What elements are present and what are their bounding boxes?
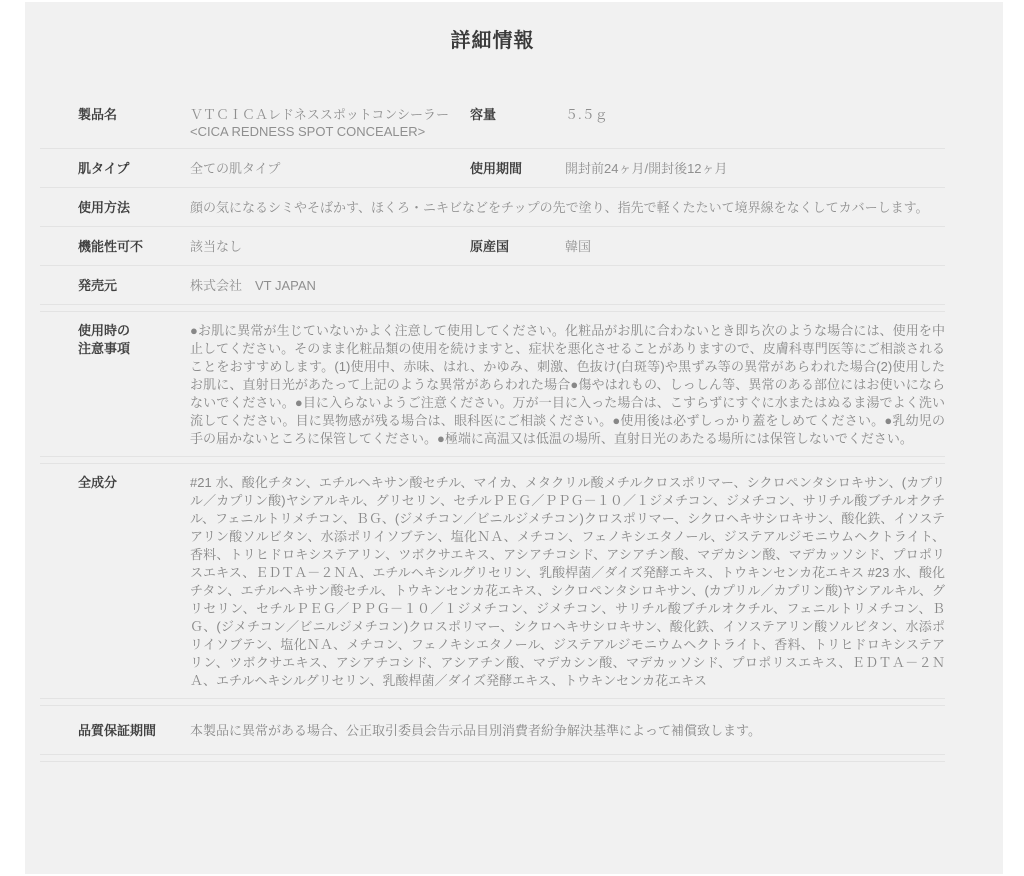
row-how-to-use	[40, 188, 945, 227]
how-to-use-value: 顔の気になるシミやそばかす、ほくろ・ニキビなどをチップの先で塗り、指先で軽くたたいて境界線をなくしてカバーします。	[190, 200, 929, 215]
warranty-text: 本製品に異常がある場合、公正取引委員会告示品目別消費者紛争解決基準によって補償致します。	[190, 723, 761, 738]
product-name-english: <CICA REDNESS SPOT CONCEALER>	[190, 124, 426, 139]
precautions-label-line1: 使用時の	[78, 323, 131, 338]
ingredients-label: 全成分	[78, 475, 118, 490]
seller-label: 発売元	[78, 278, 118, 293]
row-product-name	[40, 94, 945, 149]
section-divider	[40, 305, 945, 312]
row-skin-type	[40, 149, 945, 188]
section-ingredients	[40, 464, 945, 699]
functionality-label: 機能性可不	[78, 239, 144, 254]
page-title: 詳細情報	[450, 30, 535, 52]
seller-value: 株式会社 VT JAPAN	[190, 278, 316, 293]
capacity-value: ５.５ｇ	[565, 107, 608, 122]
warranty-label: 品質保証期間	[78, 723, 157, 738]
row-functionality	[40, 227, 945, 266]
section-divider	[40, 699, 945, 706]
skin-type-label: 肌タイプ	[78, 161, 130, 176]
usage-period-label: 使用期間	[470, 161, 523, 176]
ingredients-text: #21 水、酸化チタン、エチルヘキサン酸セチル、マイカ、メタクリル酸メチルクロスポリマー、シクロペンタシロキサン、(カプリル／カプリン酸)ヤシアルキル、グリセリン、セチルＰＥＧ／ＰＰＧ－１０／１ジメチコン、ジメチコン、サリチル酸ブチルオクチル、フェニルトリメチコン、ＢＧ、(ジメチコン／ビニルジメチコン)クロスポリマー、シクロヘキサシロキサン、酸化鉄、イソステアリン酸ソルビタン、水添ポリイソブテン、塩化ＮＡ、メチコン、フェノキシエタノール、ジステアルジモニウムヘクトライト、香料、トリヒドロキシステアリン、ツボクサエキス、アシアチコシド、アシアチン酸、マデカシン酸、マデカッソシド、プロポリスエキス、ＥＤＴＡ－２ＮＡ、エチルヘキシルグリセリン、乳酸桿菌／ダイズ発酵エキス、トウキンセンカ花エキス #23 水、酸化チタン、エチルヘキサン酸セチル、トウキンセンカ花エキス、シクロペンタシロキサン、(カプリル／カプリン酸)ヤシアルキル、グリセリン、セチルＰＥＧ／ＰＰＧ－１０／１ジメチコン、ジメチコン、サリチル酸ブチルオクチル、フェニルトリメチコン、ＢＧ、(ジメチコン／ビニルジメチコン)クロスポリマー、シクロヘキサシロキサン、酸化鉄、イソステアリン酸ソルビタン、水添ポリイソブテン、塩化ＮＡ、メチコン、フェノキシエタノール、ジステアルジモニウムヘクトライト、香料、トリヒドロキシステアリン、ツボクサエキス、アシアチコシド、アシアチン酸、マデカシン酸、マデカッソシド、プロポリスエキス、ＥＤＴＡ－２ＮＡ、エチルヘキシルグリセリン、乳酸桿菌／ダイズ発酵エキス、トウキンセンカ花エキス	[190, 475, 945, 688]
precautions-text: ●お肌に異常が生じていないかよく注意して使用してください。化粧品がお肌に合わないとき即ち次のような場合には、使用を中止してください。そのまま化粧品類の使用を続けますと、症状を悪化させることがありますので、皮膚科専門医等にご相談されることをおすすめします。(1)使用中、赤味、はれ、かゆみ、刺激、色抜け(白斑等)や黒ずみ等の異常があらわれた場合(2)使用したお肌に、直射日光があたって上記のような異常があらわれた場合●傷やはれもの、しっしん等、異常のある部位にはお使いにならないでください。●目に入らないようご注意ください。万が一目に入った場合は、こすらずにすぐに水またはぬるま湯でよく洗い流してください。目に異物感が残る場合は、眼科医にご相談ください。●使用後は必ずしっかり蓋をしめてください。●乳幼児の手の届かないところに保管してください。●極端に高温又は低温の場所、直射日光のあたる場所には保管しないでください。	[190, 323, 945, 446]
usage-period-value: 開封前24ヶ月/開封後12ヶ月	[565, 161, 728, 176]
row-seller	[40, 266, 945, 305]
product-name-label: 製品名	[78, 107, 118, 122]
origin-value: 韓国	[565, 239, 592, 254]
section-divider	[40, 457, 945, 464]
precautions-label	[78, 322, 190, 358]
precautions-label-line2: 注意事項	[78, 341, 131, 356]
product-name-value	[190, 106, 470, 140]
product-name-japanese: ＶＴＣＩＣＡレドネススポットコンシーラー	[190, 107, 450, 122]
origin-label: 原産国	[470, 239, 510, 254]
section-divider	[40, 755, 945, 762]
section-warranty	[40, 706, 945, 755]
section-precautions	[40, 312, 945, 457]
how-to-use-label: 使用方法	[78, 200, 131, 215]
product-info-table	[40, 94, 945, 762]
functionality-value: 該当なし	[190, 239, 243, 254]
detail-info-content	[40, 2, 945, 762]
skin-type-value: 全ての肌タイプ	[190, 161, 281, 176]
detail-info-panel	[25, 2, 1003, 874]
capacity-label: 容量	[470, 107, 497, 122]
